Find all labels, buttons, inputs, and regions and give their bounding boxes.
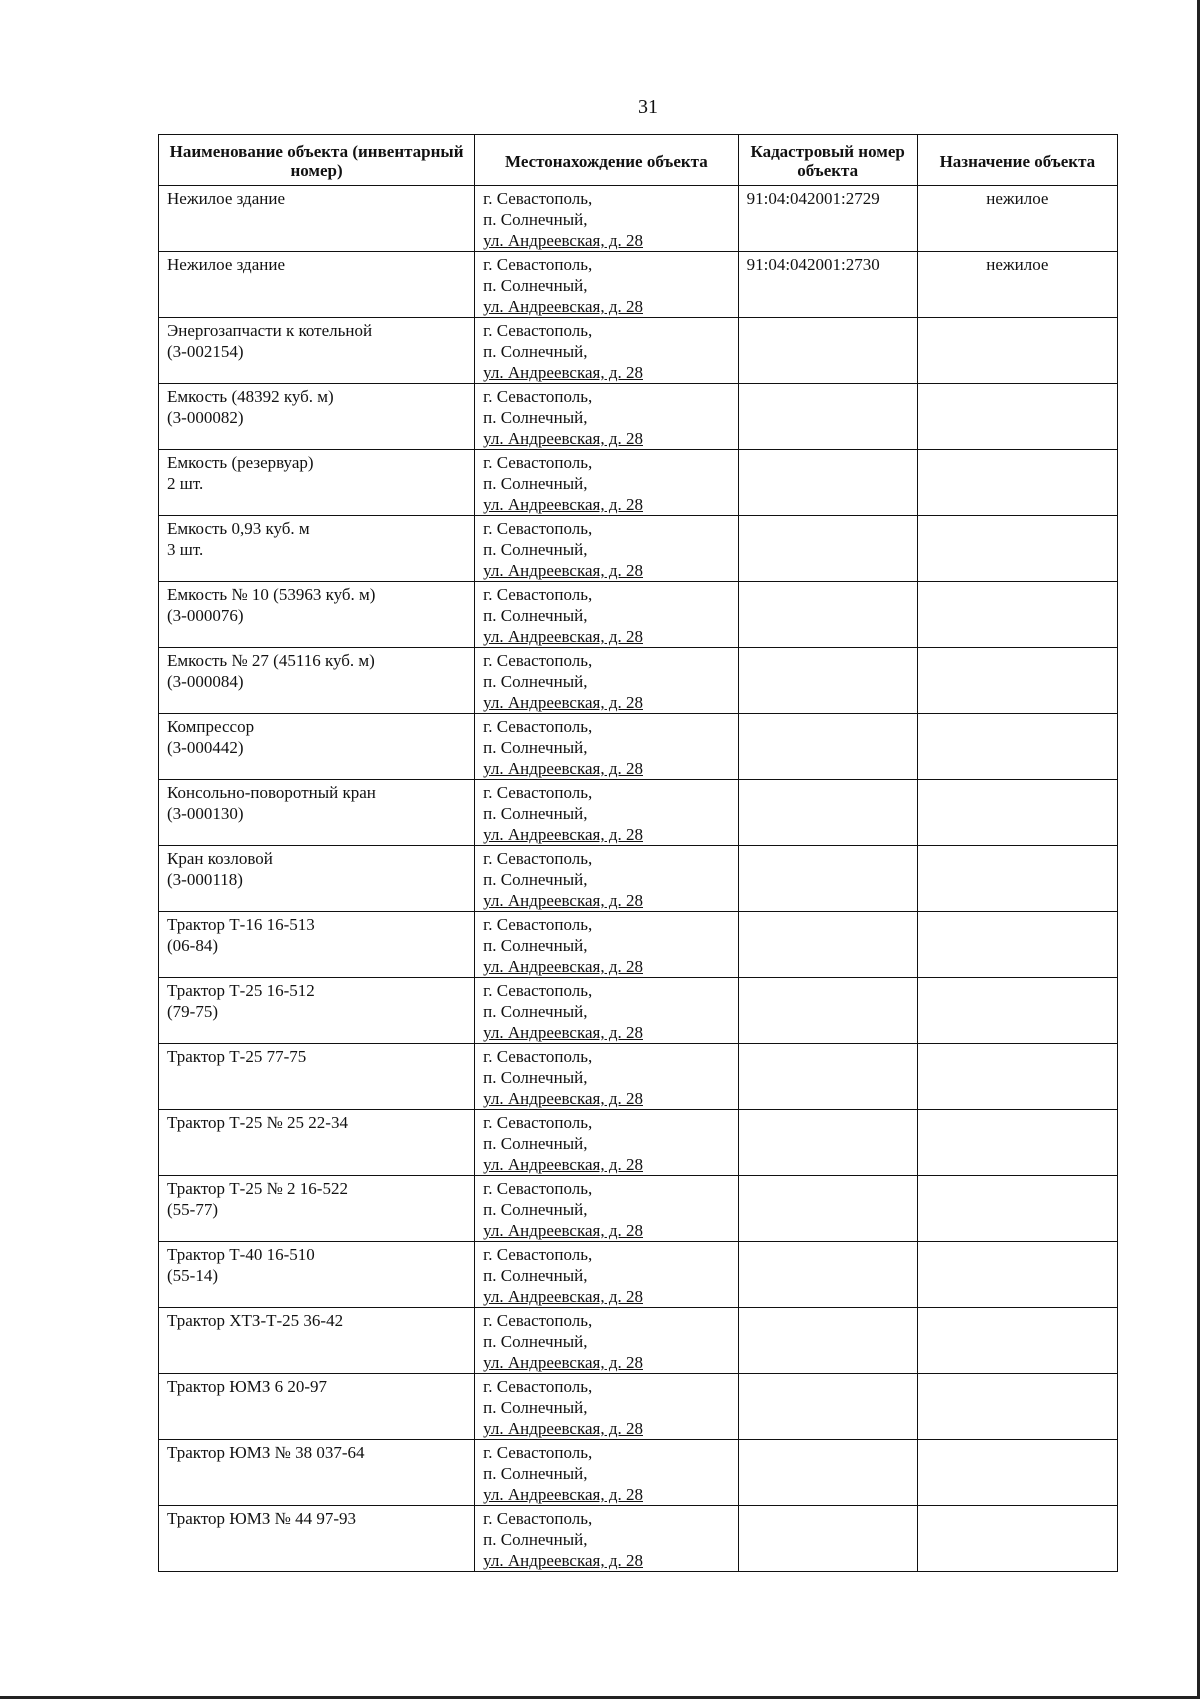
location-line: п. Солнечный,	[483, 540, 588, 559]
cell-object-location	[475, 648, 738, 714]
header-name: Наименование объекта (инвентарный номер)	[159, 135, 475, 186]
location-line: ул. Андреевская, д. 28	[483, 759, 643, 778]
cell-object-location	[475, 1110, 738, 1176]
location-line: п. Солнечный,	[483, 474, 588, 493]
object-name-line: (3-000130)	[167, 804, 244, 823]
object-name-line: Трактор ЮМЗ № 44 97-93	[167, 1509, 357, 1528]
cell-cadastral-number: 91:04:042001:2729	[738, 186, 917, 252]
object-name-line: Компрессор	[167, 717, 255, 736]
object-name-line: (3-000084)	[167, 672, 244, 691]
table-row	[159, 846, 1118, 912]
cell-object-name	[159, 582, 475, 648]
cell-object-location	[475, 1308, 738, 1374]
table-row	[159, 516, 1118, 582]
table-row	[159, 1242, 1118, 1308]
cell-cadastral-number	[738, 648, 917, 714]
table-header-row	[159, 135, 1118, 186]
cell-object-name	[159, 384, 475, 450]
cell-object-purpose	[917, 1374, 1117, 1440]
header-cadastral: Кадастровый номер объекта	[738, 135, 917, 186]
cell-object-name	[159, 186, 475, 252]
location-line: ул. Андреевская, д. 28	[483, 495, 643, 514]
location-line: п. Солнечный,	[483, 1530, 588, 1549]
location-line: г. Севастополь,	[483, 255, 593, 274]
object-name-line: Энергозапчасти к котельной	[167, 321, 373, 340]
table-row	[159, 1176, 1118, 1242]
location-line: ул. Андреевская, д. 28	[483, 1551, 643, 1570]
cell-object-name	[159, 516, 475, 582]
cell-object-name	[159, 1506, 475, 1572]
location-line: ул. Андреевская, д. 28	[483, 627, 643, 646]
cell-object-purpose	[917, 1044, 1117, 1110]
location-line: г. Севастополь,	[483, 321, 593, 340]
location-line: ул. Андреевская, д. 28	[483, 429, 643, 448]
cell-object-purpose	[917, 582, 1117, 648]
object-name-line: Трактор Т-40 16-510	[167, 1245, 315, 1264]
cell-cadastral-number	[738, 516, 917, 582]
table-row	[159, 1308, 1118, 1374]
cell-cadastral-number	[738, 384, 917, 450]
cell-object-location	[475, 318, 738, 384]
location-line: г. Севастополь,	[483, 1377, 593, 1396]
object-name-line: Кран козловой	[167, 849, 273, 868]
cell-object-location	[475, 450, 738, 516]
cell-object-name	[159, 648, 475, 714]
cell-object-name	[159, 1374, 475, 1440]
cell-object-purpose	[917, 978, 1117, 1044]
object-name-line: Емкость (48392 куб. м)	[167, 387, 334, 406]
table-row	[159, 582, 1118, 648]
header-purpose: Назначение объекта	[917, 135, 1117, 186]
cell-object-location	[475, 582, 738, 648]
object-name-line: 3 шт.	[167, 540, 204, 559]
object-name-line: 2 шт.	[167, 474, 204, 493]
location-line: п. Солнечный,	[483, 408, 588, 427]
table-row	[159, 384, 1118, 450]
cell-object-purpose	[917, 1440, 1117, 1506]
cell-object-purpose	[917, 1506, 1117, 1572]
object-name-line: (3-002154)	[167, 342, 244, 361]
object-name-line: Трактор ЮМЗ 6 20-97	[167, 1377, 328, 1396]
cell-cadastral-number	[738, 582, 917, 648]
cell-object-name	[159, 1176, 475, 1242]
table-row	[159, 252, 1118, 318]
object-name-line: (06-84)	[167, 936, 218, 955]
cell-object-name	[159, 1440, 475, 1506]
cell-cadastral-number	[738, 1308, 917, 1374]
location-line: ул. Андреевская, д. 28	[483, 297, 643, 316]
location-line: г. Севастополь,	[483, 387, 593, 406]
cell-cadastral-number	[738, 1242, 917, 1308]
location-line: г. Севастополь,	[483, 519, 593, 538]
cell-object-location	[475, 978, 738, 1044]
location-line: ул. Андреевская, д. 28	[483, 1089, 643, 1108]
location-line: г. Севастополь,	[483, 453, 593, 472]
location-line: п. Солнечный,	[483, 1464, 588, 1483]
table-row	[159, 186, 1118, 252]
object-name-line: Консольно-поворотный кран	[167, 783, 376, 802]
location-line: г. Севастополь,	[483, 981, 593, 1000]
location-line: ул. Андреевская, д. 28	[483, 1485, 643, 1504]
table-row	[159, 978, 1118, 1044]
location-line: г. Севастополь,	[483, 585, 593, 604]
cell-object-location	[475, 1176, 738, 1242]
location-line: г. Севастополь,	[483, 915, 593, 934]
object-name-line: (79-75)	[167, 1002, 218, 1021]
cell-object-location	[475, 846, 738, 912]
cell-object-name	[159, 714, 475, 780]
object-name-line: Емкость № 10 (53963 куб. м)	[167, 585, 376, 604]
object-name-line: Нежилое здание	[167, 255, 285, 274]
object-name-line: (3-000118)	[167, 870, 243, 889]
table-row	[159, 450, 1118, 516]
table-row	[159, 318, 1118, 384]
location-line: ул. Андреевская, д. 28	[483, 231, 643, 250]
table-row	[159, 648, 1118, 714]
cell-object-name	[159, 252, 475, 318]
location-line: г. Севастополь,	[483, 717, 593, 736]
cell-object-name	[159, 1308, 475, 1374]
cell-object-location	[475, 384, 738, 450]
header-location: Местонахождение объекта	[475, 135, 738, 186]
object-name-line: Трактор Т-25 № 2 16-522	[167, 1179, 348, 1198]
object-name-line: (3-000442)	[167, 738, 244, 757]
cell-object-purpose	[917, 450, 1117, 516]
cell-object-name	[159, 912, 475, 978]
object-name-line: Трактор ЮМЗ № 38 037-64	[167, 1443, 365, 1462]
location-line: п. Солнечный,	[483, 936, 588, 955]
table-body	[159, 186, 1118, 1572]
cell-object-location	[475, 516, 738, 582]
location-line: г. Севастополь,	[483, 189, 593, 208]
cell-cadastral-number	[738, 1044, 917, 1110]
location-line: ул. Андреевская, д. 28	[483, 825, 643, 844]
cell-object-purpose: нежилое	[917, 252, 1117, 318]
cell-cadastral-number	[738, 978, 917, 1044]
object-name-line: Трактор Т-16 16-513	[167, 915, 315, 934]
cell-object-name	[159, 1242, 475, 1308]
cell-object-name	[159, 846, 475, 912]
table-row	[159, 1110, 1118, 1176]
cell-object-location	[475, 1374, 738, 1440]
cell-object-location	[475, 252, 738, 318]
cell-cadastral-number	[738, 1506, 917, 1572]
location-line: п. Солнечный,	[483, 1398, 588, 1417]
location-line: п. Солнечный,	[483, 276, 588, 295]
cell-object-location	[475, 1506, 738, 1572]
table-row	[159, 912, 1118, 978]
table-row	[159, 1374, 1118, 1440]
cell-object-purpose	[917, 384, 1117, 450]
location-line: ул. Андреевская, д. 28	[483, 561, 643, 580]
cell-cadastral-number	[738, 1176, 917, 1242]
location-line: ул. Андреевская, д. 28	[483, 1155, 643, 1174]
location-line: п. Солнечный,	[483, 672, 588, 691]
location-line: ул. Андреевская, д. 28	[483, 1287, 643, 1306]
table-row	[159, 1506, 1118, 1572]
location-line: ул. Андреевская, д. 28	[483, 693, 643, 712]
location-line: г. Севастополь,	[483, 1113, 593, 1132]
location-line: п. Солнечный,	[483, 1200, 588, 1219]
table-row	[159, 1044, 1118, 1110]
cell-object-purpose	[917, 1242, 1117, 1308]
location-line: ул. Андреевская, д. 28	[483, 957, 643, 976]
cell-object-location	[475, 714, 738, 780]
location-line: п. Солнечный,	[483, 210, 588, 229]
location-line: ул. Андреевская, д. 28	[483, 363, 643, 382]
cell-object-location	[475, 1440, 738, 1506]
location-line: г. Севастополь,	[483, 849, 593, 868]
cell-object-location	[475, 186, 738, 252]
cell-cadastral-number	[738, 846, 917, 912]
location-line: п. Солнечный,	[483, 342, 588, 361]
location-line: г. Севастополь,	[483, 1179, 593, 1198]
location-line: ул. Андреевская, д. 28	[483, 1353, 643, 1372]
cell-object-location	[475, 912, 738, 978]
cell-object-name	[159, 780, 475, 846]
object-name-line: Емкость 0,93 куб. м	[167, 519, 310, 538]
object-name-line: Емкость (резервуар)	[167, 453, 314, 472]
object-name-line: (3-000076)	[167, 606, 244, 625]
location-line: г. Севастополь,	[483, 1443, 593, 1462]
object-name-line: Трактор Т-25 77-75	[167, 1047, 307, 1066]
cell-object-purpose	[917, 318, 1117, 384]
location-line: ул. Андреевская, д. 28	[483, 1221, 643, 1240]
location-line: п. Солнечный,	[483, 1266, 588, 1285]
cell-object-purpose: нежилое	[917, 186, 1117, 252]
object-name-line: Трактор ХТЗ-Т-25 36-42	[167, 1311, 344, 1330]
cell-cadastral-number	[738, 450, 917, 516]
cell-cadastral-number	[738, 714, 917, 780]
cell-cadastral-number	[738, 780, 917, 846]
location-line: п. Солнечный,	[483, 870, 588, 889]
location-line: г. Севастополь,	[483, 1509, 593, 1528]
object-name-line: Емкость № 27 (45116 куб. м)	[167, 651, 375, 670]
location-line: г. Севастополь,	[483, 1245, 593, 1264]
location-line: п. Солнечный,	[483, 1002, 588, 1021]
location-line: п. Солнечный,	[483, 1068, 588, 1087]
cell-object-name	[159, 1110, 475, 1176]
location-line: п. Солнечный,	[483, 804, 588, 823]
cell-object-purpose	[917, 714, 1117, 780]
location-line: ул. Андреевская, д. 28	[483, 1023, 643, 1042]
table-row	[159, 1440, 1118, 1506]
cell-object-purpose	[917, 648, 1117, 714]
cell-cadastral-number	[738, 318, 917, 384]
table-row	[159, 780, 1118, 846]
cell-cadastral-number	[738, 1440, 917, 1506]
location-line: п. Солнечный,	[483, 606, 588, 625]
location-line: п. Солнечный,	[483, 1332, 588, 1351]
location-line: ул. Андреевская, д. 28	[483, 891, 643, 910]
cell-object-purpose	[917, 1308, 1117, 1374]
cell-object-purpose	[917, 846, 1117, 912]
cell-object-purpose	[917, 912, 1117, 978]
location-line: п. Солнечный,	[483, 738, 588, 757]
location-line: г. Севастополь,	[483, 1047, 593, 1066]
cell-object-purpose	[917, 1110, 1117, 1176]
object-name-line: (55-14)	[167, 1266, 218, 1285]
cell-object-name	[159, 978, 475, 1044]
cell-object-location	[475, 780, 738, 846]
object-name-line: Нежилое здание	[167, 189, 285, 208]
cell-object-purpose	[917, 516, 1117, 582]
cell-object-location	[475, 1242, 738, 1308]
cell-object-purpose	[917, 1176, 1117, 1242]
cell-cadastral-number	[738, 1374, 917, 1440]
cell-object-purpose	[917, 780, 1117, 846]
cell-cadastral-number	[738, 1110, 917, 1176]
page-number: 31	[638, 96, 658, 118]
location-line: п. Солнечный,	[483, 1134, 588, 1153]
location-line: г. Севастополь,	[483, 1311, 593, 1330]
cell-cadastral-number: 91:04:042001:2730	[738, 252, 917, 318]
object-name-line: Трактор Т-25 16-512	[167, 981, 315, 1000]
cell-object-name	[159, 1044, 475, 1110]
location-line: г. Севастополь,	[483, 651, 593, 670]
cell-object-location	[475, 1044, 738, 1110]
cell-cadastral-number	[738, 912, 917, 978]
location-line: г. Севастополь,	[483, 783, 593, 802]
cell-object-name	[159, 318, 475, 384]
object-name-line: Трактор Т-25 № 25 22-34	[167, 1113, 348, 1132]
location-line: ул. Андреевская, д. 28	[483, 1419, 643, 1438]
cell-object-name	[159, 450, 475, 516]
object-name-line: (55-77)	[167, 1200, 218, 1219]
property-table	[158, 134, 1118, 1572]
object-name-line: (3-000082)	[167, 408, 244, 427]
table-row	[159, 714, 1118, 780]
